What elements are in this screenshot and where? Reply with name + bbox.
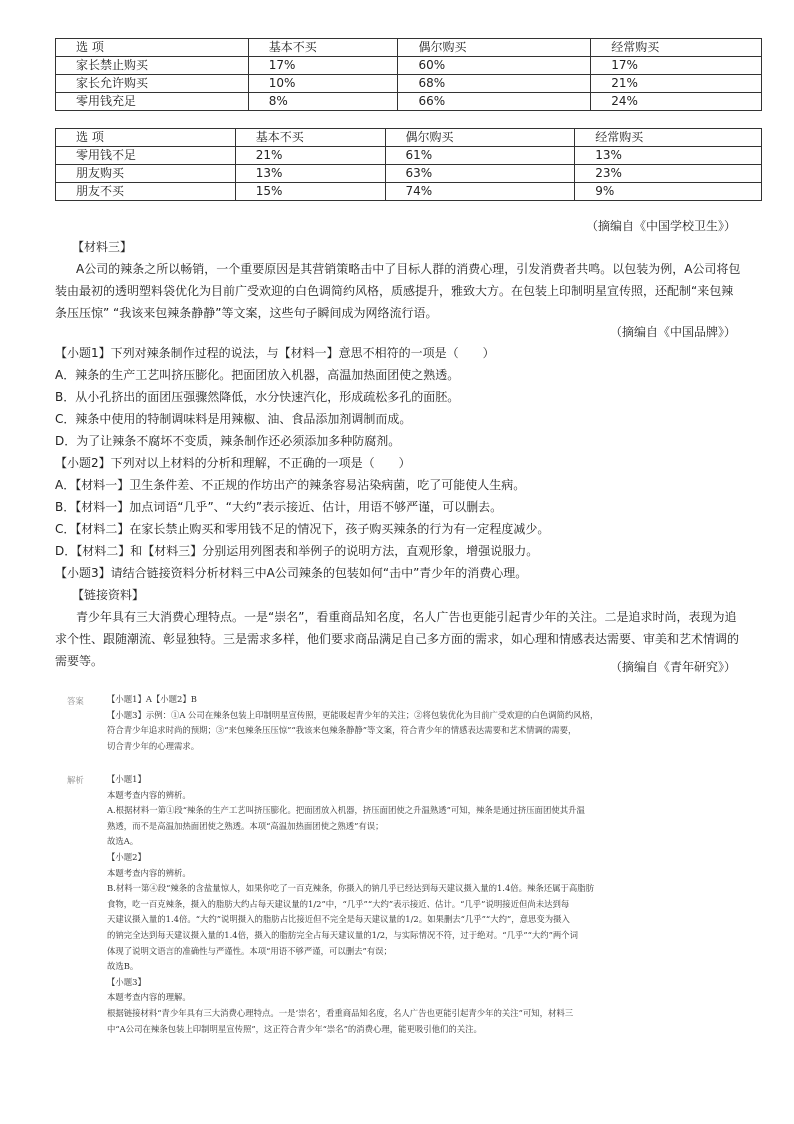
table-cell: 66% [398,93,591,111]
table-cell: 23% [575,165,762,183]
table-cell: 10% [248,75,398,93]
survey-table-2 [55,128,762,201]
analysis-line: 故选B。 [107,961,139,972]
table-cell: 家长允许购买 [56,75,249,93]
question-3: 【小题3】请结合链接资料分析材料三中A公司辣条的包装如何“击中”青少年的消费心理。 [55,566,528,580]
table-header-row [56,39,762,57]
analysis-line: 本题考查内容的理解。 [107,992,191,1003]
table-cell: 13% [235,165,385,183]
answer-line: 符合青少年追求时尚的预期；③“来包辣条压压惊”“我该来包辣条静静”等文案，符合青少年的情感表达需要和艺术情调的需要， [107,725,577,736]
table-cell: 零用钱不足 [56,147,236,165]
analysis-line: 根据链接材料“青少年具有三大消费心理特点。一是‘崇名’，看重商品知名度，名人广告也更能引起青少年的关注”可知，材料三 [107,1007,574,1018]
table-cell: 17% [248,57,398,75]
table-cell: 朋友不买 [56,183,236,201]
analysis-line: 故选A。 [107,836,139,847]
table-cell: 21% [235,147,385,165]
analysis-line: 中“A公司在辣条包装上印制明星宣传照”，这正符合青少年“崇名”的消费心理，能更吸引他们的关注。 [107,1023,482,1034]
table-cell: 零用钱充足 [56,93,249,111]
table-row [56,165,762,183]
table-row [56,183,762,201]
option-d: D．【材料二】和【材料三】分别运用列图表和举例子的说明方法，直观形象，增强说服力。 [55,544,539,558]
table-cell: 经常购买 [575,129,762,147]
table-cell: 13% [575,147,762,165]
table-row [56,93,762,111]
analysis-line: B.材料一第④段“辣条的含盐量惊人，如果你吃了一百克辣条，你摄入的钠几乎已经达到每天建议摄入量的1.4倍。辣条还属于高脂肪 [107,883,595,894]
answer-line: 【小题1】A【小题2】B [107,694,197,704]
table-cell: 74% [385,183,575,201]
table-cell: 朋友购买 [56,165,236,183]
survey-table-1 [55,38,762,111]
source-citation: （摘编自《中国品牌》） [609,325,736,339]
analysis-line: 【小题1】 [107,774,146,784]
question-stem: 【小题2】下列对以上材料的分析和理解，不正确的一项是（ ） [55,456,411,470]
question-2 [55,452,745,562]
option-c: C．辣条中使用的特制调味料是用辣椒、油、食品添加剂调制而成。 [55,412,412,426]
option-d: D．为了让辣条不腐坏不变质，辣条制作还必须添加多种防腐剂。 [55,434,401,448]
question-stem: 【小题1】下列对辣条制作过程的说法，与【材料一】意思不相符的一项是（ ） [55,346,495,360]
link-material-title: 【链接资料】 [72,588,145,602]
table-cell: 21% [591,75,762,93]
table-cell: 经常购买 [591,39,762,57]
answer-label: 答案 [67,696,84,706]
table-cell: 24% [591,93,762,111]
table-cell: 17% [591,57,762,75]
table-row [56,147,762,165]
option-a: A．【材料一】卫生条件差、不正规的作坊出产的辣条容易沾染病菌，吃了可能使人生病。 [55,478,526,492]
analysis-line: 熟透，而不是高温加热面团使之熟透。本项“高温加热面团使之熟透”有误； [107,820,384,831]
analysis-line: 【小题2】 [107,851,146,862]
analysis-line: 本题考查内容的辨析。 [107,789,191,800]
option-a: A．辣条的生产工艺叫挤压膨化。把面团放入机器，高温加热面团使之熟透。 [55,368,460,382]
table-cell: 68% [398,75,591,93]
analysis-line: 的钠完全达到每天建议摄入量的1.4倍，摄入的脂肪完全占每天建议量的1/2，与实际情况不符，过于绝对。“几乎”“大约”两个词 [107,929,579,940]
table-cell: 60% [398,57,591,75]
table-cell: 9% [575,183,762,201]
analysis-line: A.根据材料一第①段“辣条的生产工艺叫挤压膨化。把面团放入机器，挤压面团使之升温熟透”可知，辣条是通过挤压面团使其升温 [107,805,585,816]
source-citation: （摘编自《中国学校卫生》） [585,219,736,233]
analysis-line: 本题考查内容的辨析。 [107,867,191,878]
answer-block [107,692,727,754]
table-cell: 63% [385,165,575,183]
link-material-text: 青少年具有三大消费心理特点。一是“崇名”，看重商品知名度，名人广告也更能引起青少年的关注。二是追求时尚，表现为追求个性、跟随潮流、彰显独特。三是需求多样，他们要求商品满足自己多方面的需求，如心理和情感表达需要、审美和艺术情调的需要等。 [55,610,740,668]
table-cell: 家长禁止购买 [56,57,249,75]
answer-line: 切合青少年的心理需求。 [107,740,200,751]
analysis-label: 解析 [67,775,84,785]
table-cell: 选 项 [56,39,249,57]
table-row [56,57,762,75]
table-cell: 选 项 [56,129,236,147]
table-row [56,75,762,93]
table-cell: 偶尔购买 [398,39,591,57]
material-3-text: A公司的辣条之所以畅销，一个重要原因是其营销策略击中了目标人群的消费心理，引发消费者共鸣。以包装为例，A公司将包装由最初的透明塑料袋优化为目前广受欢迎的白色调简约风格，质感提升，雅致大方。在包装上印制明星宣传照，还配制“来包辣条压压惊” “我该来包辣条静静”等文案，这些句子瞬间成为网络流行语。 [55,262,741,320]
table-cell: 61% [385,147,575,165]
material-3-title: 【材料三】 [72,240,133,254]
option-b: B．【材料一】加点词语“几乎”、“大约”表示接近、估计，用语不够严谨，可以删去。 [55,500,503,514]
table-cell: 基本不买 [235,129,385,147]
answer-line: 【小题3】示例：①A 公司在辣条包装上印制明星宣传照，更能吸起青少年的关注；②将包装优化为目前广受欢迎的白色调简约风格， [107,709,599,720]
table-cell: 15% [235,183,385,201]
analysis-line: 食物，吃一百克辣条，摄入的脂肪大约占每天建议量的1/2”中，“几乎”“大约”表示接近、估计。“几乎”说明接近但尚未达到每 [107,898,570,909]
analysis-line: 天建议摄入量的1.4倍。“大约”说明摄入的脂肪占比接近但不完全是每天建议量的1/2。如果删去“几乎”“大约”，意思变为摄入 [107,914,570,925]
table-cell: 偶尔购买 [385,129,575,147]
option-b: B．从小孔挤出的面团压强骤然降低，水分快速汽化，形成疏松多孔的面胚。 [55,390,460,404]
option-c: C．【材料二】在家长禁止购买和零用钱不足的情况下，孩子购买辣条的行为有一定程度减少。 [55,522,550,536]
analysis-line: 【小题3】 [107,976,146,987]
analysis-line: 体现了说明文语言的准确性与严谨性。本项“用语不够严谨，可以删去”有误； [107,945,392,956]
table-header-row [56,129,762,147]
source-citation: （摘编自《青年研究》） [609,660,736,674]
table-cell: 8% [248,93,398,111]
question-1 [55,342,745,452]
analysis-block [107,772,727,1037]
table-cell: 基本不买 [248,39,398,57]
